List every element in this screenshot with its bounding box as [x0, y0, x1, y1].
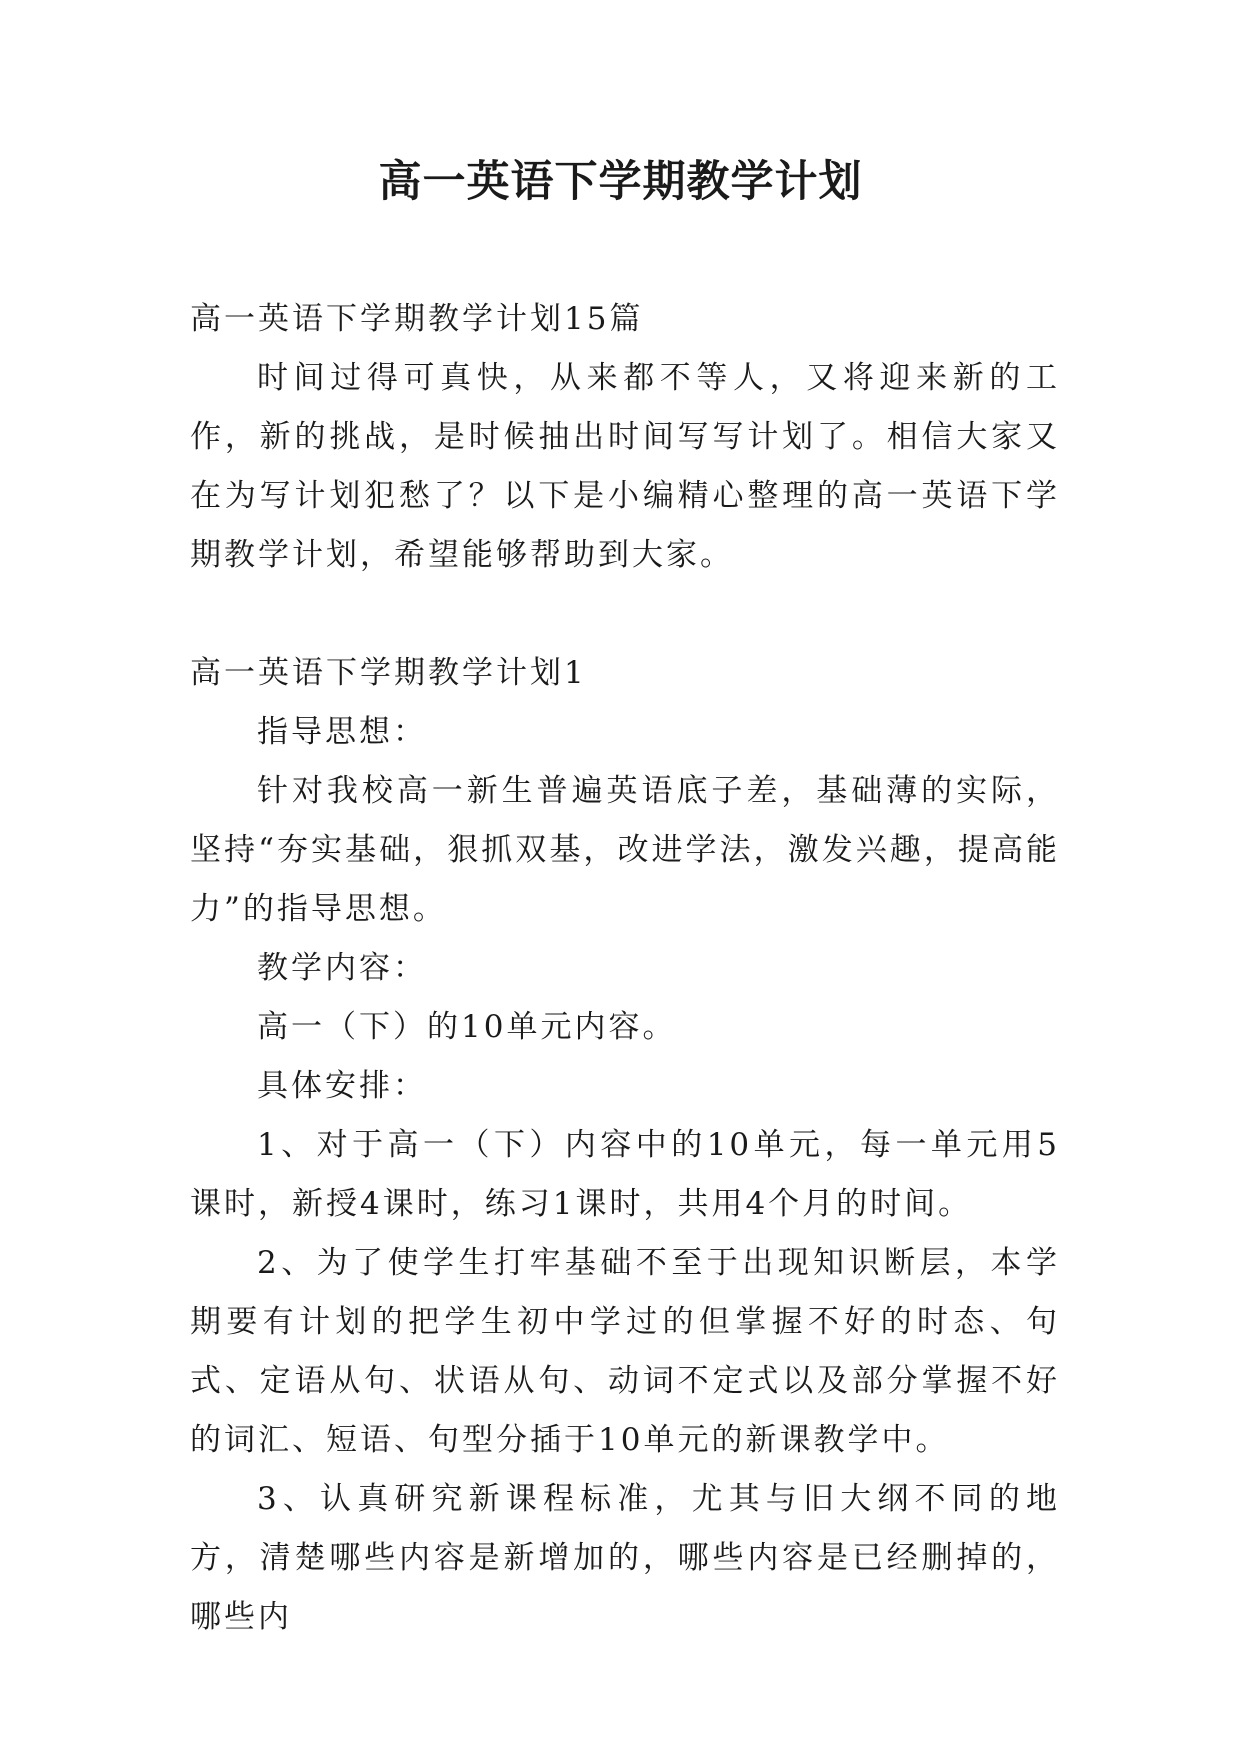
guiding-paragraph: 针对我校高一新生普遍英语底子差，基础薄的实际，坚持“夯实基础，狠抓双基，改进学法，激发兴趣，提高能力”的指导思想。 — [190, 773, 1060, 927]
content-paragraph: 高一（下）的10单元内容。 — [257, 1009, 677, 1045]
document-body — [190, 290, 1060, 1647]
arrangement-label: 具体安排： — [257, 1068, 427, 1104]
guiding-label: 指导思想： — [257, 714, 427, 750]
content-label: 教学内容： — [257, 950, 427, 986]
section-heading: 高一英语下学期教学计划1 — [190, 655, 587, 691]
intro-paragraph: 时间过得可真快，从来都不等人，又将迎来新的工作，新的挑战，是时候抽出时间写写计划了。相信大家又在为写计划犯愁了？以下是小编精心整理的高一英语下学期教学计划，希望能够帮助到大家。 — [190, 360, 1060, 573]
collection-heading: 高一英语下学期教学计划15篇 — [190, 301, 644, 337]
paragraph-gap — [190, 585, 1060, 644]
document-title: 高一英语下学期教学计划 — [378, 157, 863, 207]
list-item: 2、为了使学生打牢基础不至于出现知识断层，本学期要有计划的把学生初中学过的但掌握不好的时态、句式、定语从句、状语从句、动词不定式以及部分掌握不好的词汇、短语、句型分插于10单元的新课教学中。 — [190, 1245, 1060, 1458]
list-item: 3、认真研究新课程标准，尤其与旧大纲不同的地方，清楚哪些内容是新增加的，哪些内容是已经删掉的，哪些内 — [190, 1481, 1060, 1635]
list-item: 1、对于高一（下）内容中的10单元，每一单元用5课时，新授4课时，练习1课时，共用4个月的时间。 — [190, 1127, 1060, 1222]
